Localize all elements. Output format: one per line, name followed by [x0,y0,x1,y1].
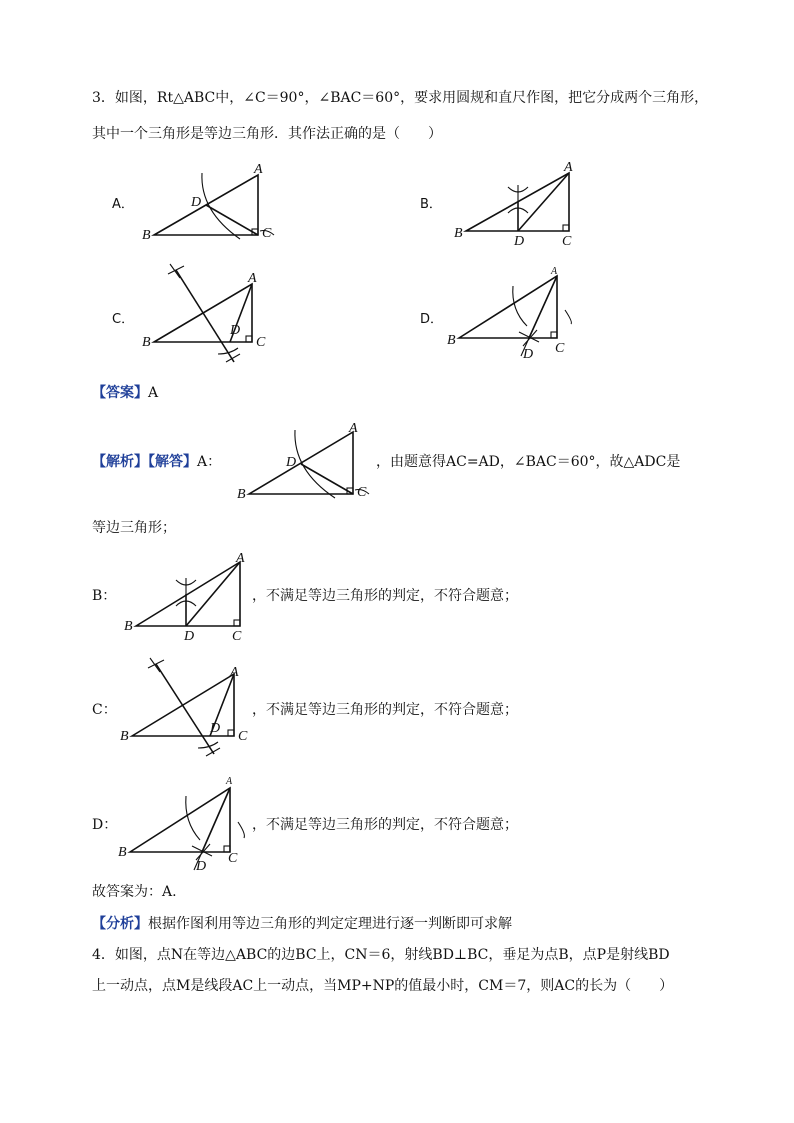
label-d: D [196,859,207,874]
label-a: A [236,551,245,566]
label-b: B [237,487,246,502]
option-c-label: C． [112,312,135,327]
label-d: D [184,629,195,644]
analysis-a-letter: A： [197,454,222,470]
analysis-d-prefix: D： [92,817,118,833]
figure-analysis-b [122,550,262,645]
option-a-label: A． [112,197,134,212]
figure-option-c [140,262,280,372]
label-b: B [142,335,151,350]
analysis-b-prefix: B： [92,588,117,604]
q3-line1: 3．如图，Rt△ABC中，∠C＝90°，∠BAC＝60°，要求用圆规和直尺作图，把它分成两个三角形， [92,90,709,106]
label-b: B [124,619,133,634]
label-a: A [230,665,239,680]
answer-tag: 【答案】 [92,385,148,401]
analysis-a-cont: 等边三角形； [92,520,176,536]
label-d: D [230,323,241,338]
figure-option-b [452,155,592,250]
analysis-b-text: ，不满足等边三角形的判定，不符合题意； [252,588,518,604]
option-d-label: D． [420,312,444,327]
q4-line2: 上一动点，点M是线段AC上一动点，当MP+NP的值最小时，CM＝7，则AC的长为（ ） [92,978,674,994]
answer-value: A [148,385,159,401]
conclusion: 故答案为：A. [92,884,177,900]
label-d: D [286,455,297,470]
label-c: C [357,485,367,500]
label-c: C [228,851,238,866]
label-c: C [238,729,248,744]
analysis-d-text: ，不满足等边三角形的判定，不符合题意； [252,817,518,833]
analysis-a-prefix [92,452,221,472]
label-b: B [454,226,463,241]
option-b-label: B． [420,197,442,212]
q3-line2: 其中一个三角形是等边三角形．其作法正确的是（ ） [92,126,442,142]
figure-analysis-a [235,420,375,510]
q4-line1: 4．如图，点N在等边△ABC的边BC上，CN＝6，射线BD⊥BC，垂足为点B，点P是射线BD [92,947,670,963]
fenxi-tag: 【分析】 [92,916,148,932]
label-b: B [447,333,456,348]
label-a: A [564,160,573,175]
label-b: B [118,845,127,860]
label-b: B [142,228,151,243]
analysis-c-prefix: C： [92,702,117,718]
label-c: C [562,234,572,249]
label-a: A [551,266,558,277]
answer-row [92,383,158,403]
label-d: D [523,347,534,362]
label-d: D [210,721,221,736]
solution-tag: 【解答】 [148,454,197,470]
label-a: A [248,271,257,286]
figure-analysis-c [118,658,258,763]
analysis-tag: 【解析】 [92,454,148,470]
figure-option-a [140,155,280,245]
label-c: C [232,629,242,644]
analysis-a-text: ，由题意得AC=AD，∠BAC＝60°，故△ADC是 [376,454,681,470]
label-c: C [256,335,266,350]
label-d: D [514,234,525,249]
label-d: D [191,195,202,210]
label-c: C [262,226,272,241]
analysis-c-text: ，不满足等边三角形的判定，不符合题意； [252,702,518,718]
figure-analysis-d [114,774,259,874]
label-b: B [120,729,129,744]
figure-option-d [445,262,590,362]
label-a: A [254,162,263,177]
label-c: C [555,341,565,356]
label-a: A [349,421,358,436]
label-a: A [226,776,233,787]
fenxi-text: 根据作图利用等边三角形的判定定理进行逐一判断即可求解 [148,916,512,932]
fenxi-row [92,914,512,934]
